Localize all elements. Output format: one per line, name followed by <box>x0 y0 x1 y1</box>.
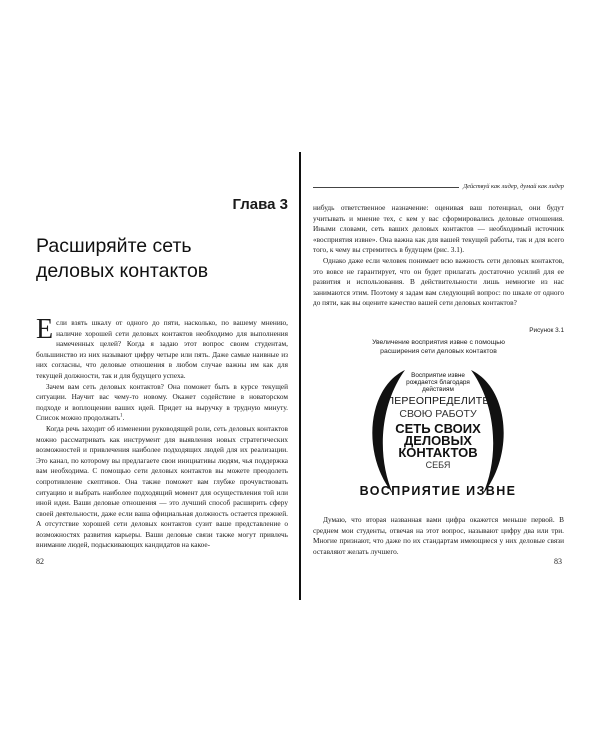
figure-label: Рисунок 3.1 <box>529 327 564 334</box>
paragraph-text: Когда речь заходит об изменении руководящей роли, сеть деловых контактов можно рассматривать как инструмент для выявления новых стратегических возможностей и привлечения наиболее подходящих людей для их реализации. Это канал, по которому вы предлагаете свои инициативы людям, чья поддержка вам необходима. С помощью сети деловых контактов вы можете преодолеть сопротивление скептиков. Она также поможет вам глубже прочувствовать ситуацию и выбрать наиболее подходящий момент для осуществления той или иной идеи. Ваши деловые отношения — это лучший способ расширить сферу своей деятельности, даже если ваша официальная должность остается прежней. А отсутствие хорошей сети деловых контактов сузит ваше представление о возможностях развития карьеры. Ваши деловые связи также могут привлечь внимание людей, подыскивающих кандидатов на какое- <box>36 423 288 550</box>
page-number-left: 82 <box>36 557 44 566</box>
paragraph: Однако даже если человек понимает всю важность сети деловых контактов, это вовсе не гарантирует, что он будет прилагать достаточно усилий для ее развития и использования. В действительности лишь немногие из нас занимаются этим. Поэтому я задам вам следующий вопрос: по шкале от одного до пяти, как вы оцените качество вашей сети деловых контактов? <box>313 255 564 308</box>
figure-your-work: СВОЮ РАБОТУ <box>399 408 477 420</box>
figure-network-2: ДЕЛОВЫХ <box>404 433 472 448</box>
figure-redefine: ПЕРЕОПРЕДЕЛИТЕ <box>386 395 490 407</box>
figure-caption-line-1: Увеличение восприятия извне с помощью <box>372 339 505 346</box>
figure-caption-line-2: расширения сети деловых контактов <box>380 348 497 355</box>
paragraph: нибудь ответственное назначение: оценивая ваш потенциал, они будут учитывать и мнение тех, с кем у вас сформировались деловые отношения. Иными словами, сеть ваших деловых контактов — необходимый источник «восприятия извне». Она важна как для вашей текущей работы, так и для всего того, к чему вы стремитесь в будущем (рис. 3.1). <box>313 203 564 255</box>
figure-network-1: СЕТЬ СВОИХ <box>395 421 481 436</box>
paragraph-end: . <box>122 413 125 423</box>
running-head <box>313 183 564 190</box>
paragraph-text: сли взять шкалу от одного до пяти, насколько, по вашему мнению, наличие хорошей сети деловых контактов необходимо для выполнения намеченных целей? Когда я задаю этот вопрос своим студентам, большинство из них называют цифру четыре или пять. Даже самые наивные из них согласны, что деловые отношения в любом случае важны им как для текущей должности, так и для будущего успеха. <box>36 318 288 380</box>
figure-line-1: Восприятие извне <box>411 372 465 379</box>
paragraph <box>36 382 288 424</box>
figure-line-3: действиям <box>422 386 454 393</box>
chapter-title <box>36 234 288 284</box>
chapter-title-line-2: деловых контактов <box>36 260 209 282</box>
left-body-text <box>36 314 288 551</box>
paragraph <box>36 314 288 382</box>
paragraph-text: Зачем вам сеть деловых контактов? Она поможет быть в курсе текущей ситуации. Научит вас чему-то новому. Окажет содействие в новаторском подходе и воплощении ваших идей. Придет на выручку в трудную минуту. Список можно продолжать <box>36 381 288 423</box>
figure-outside-perception: ВОСПРИЯТИЕ ИЗВНЕ <box>359 484 517 498</box>
drop-cap: Е <box>36 314 54 345</box>
footnote-ref: 1 <box>119 413 123 419</box>
right-body-text <box>313 203 564 309</box>
figure-3-1 <box>353 366 523 508</box>
running-head-rule <box>313 187 459 188</box>
chapter-title-line-1: Расширяйте сеть <box>36 235 192 257</box>
figure-line-2: рождается благодаря <box>406 379 470 386</box>
page-number-right: 83 <box>554 557 562 566</box>
running-head-text: Действуй как лидер, думай как лидер <box>463 183 564 190</box>
paragraph <box>36 424 288 551</box>
figure-self: СЕБЯ <box>425 460 451 470</box>
page-gutter-line <box>299 152 301 600</box>
figure-network-3: КОНТАКТОВ <box>398 445 478 460</box>
figure-caption <box>313 338 564 356</box>
chapter-label: Глава 3 <box>232 196 288 213</box>
paragraph: Думаю, что вторая названная вами цифра окажется меньше первой. В среднем мои студенты, отвечая на этот вопрос, называют цифру два или три. Многие признают, что даже по их стандартам имеющиеся у них деловые связи оставляют желать лучшего. <box>313 515 564 556</box>
right-body-text-2 <box>313 515 564 557</box>
